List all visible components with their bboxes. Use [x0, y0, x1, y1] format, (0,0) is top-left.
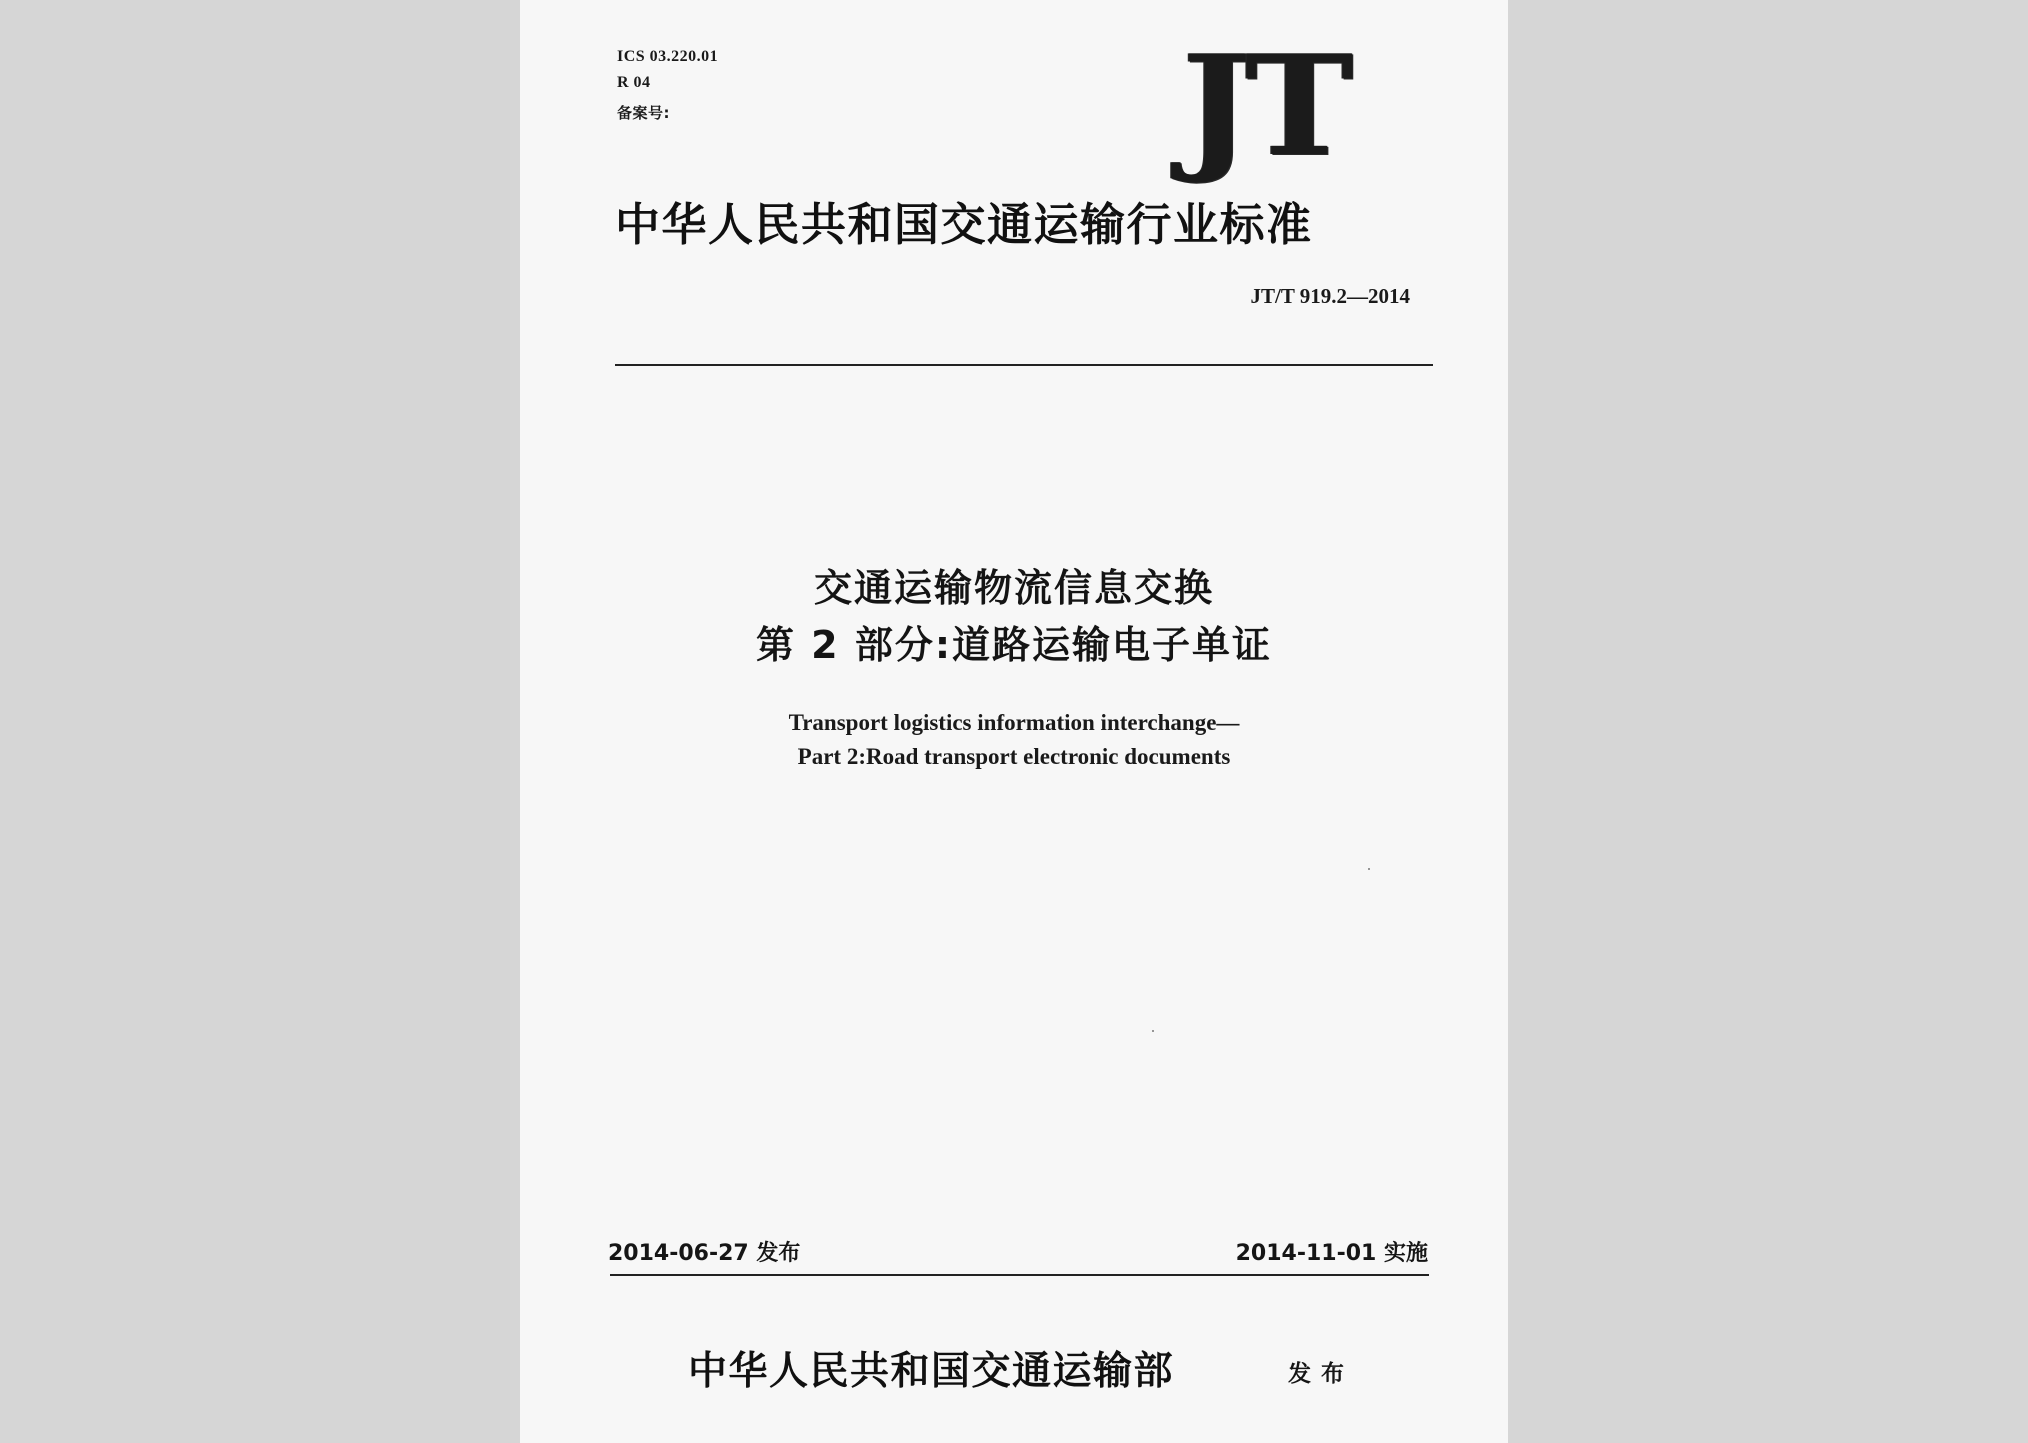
implementation-date: 2014-11-01 实施	[1235, 1241, 1428, 1266]
top-divider	[615, 364, 1433, 366]
bottom-divider	[610, 1274, 1429, 1276]
publish-label: 发布	[1288, 1361, 1354, 1387]
jt-logo: JT	[1182, 24, 1348, 187]
title-cn-line2: 第 2 部分:道路运输电子单证	[755, 623, 1273, 667]
publisher-name: 中华人民共和国交通运输部	[688, 1348, 1175, 1394]
record-number-label: 备案号:	[617, 104, 670, 122]
title-en-line1: Transport logistics information interchange—	[788, 710, 1240, 735]
document-cover	[520, 0, 1508, 1443]
scan-speck	[1368, 868, 1370, 870]
scan-speck	[1152, 1030, 1154, 1032]
issue-date: 2014-06-27 发布	[608, 1241, 801, 1266]
ics-code: ICS 03.220.01	[617, 48, 719, 65]
ccs-code: R 04	[617, 74, 651, 91]
standard-number: JT/T 919.2—2014	[1250, 284, 1410, 308]
title-cn-line1: 交通运输物流信息交换	[813, 566, 1214, 610]
industry-standard-title: 中华人民共和国交通运输行业标准	[615, 198, 1313, 251]
title-en-line2: Part 2:Road transport electronic documents	[797, 744, 1231, 769]
